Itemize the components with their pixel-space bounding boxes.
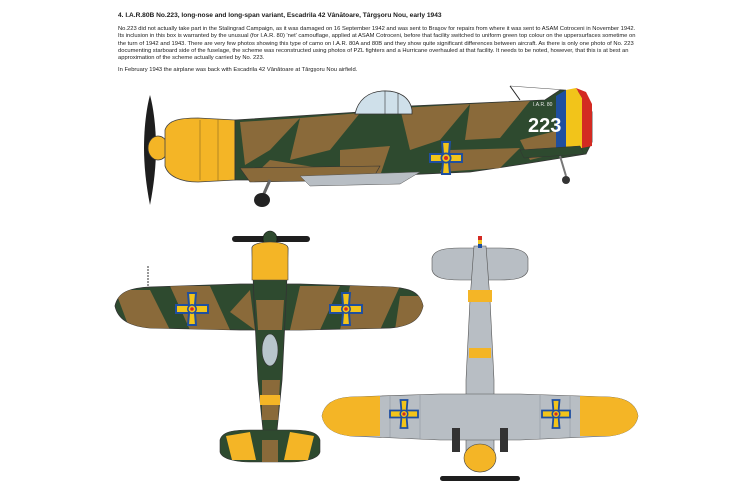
description-paragraph: No.223 did not actually take part in the Stalingrad Campaign, as it was damaged on 16 September 1942 and was sent to Braşov for repairs from where it was sent to ASAM Cotroceni in November 1942. Its inclusion in this box is warranted by the unusual (for I.A.R. 80) 'net' camouflage, applied at ASAM Cotroceni, before that facility switched to uniform green top colour on the uppersurfaces sometime on the turn of 1942 and 1943. There are very few photos showing this type of camo on I.A.R. 80A and 80B and they show quite significant differences between aircraft. As there is only one photo of No. 223 documenting starboard side of the fuselage, the scheme was reconstructed using photos of PZL fighters and a Hurricane overhauled at that facility. It needs to be noted, however, that this is at best an approximation of the scheme actually carried by No. 223. [118, 26, 636, 62]
canopy-side [355, 91, 412, 114]
tail-number-side: 223 [528, 115, 562, 137]
engine-cowling-under [464, 444, 496, 472]
underside-view [322, 236, 638, 481]
history-paragraph: In February 1943 the airplane was back with Escadrila 42 Vânătoare at Târgşoru Nou airfield. [118, 67, 358, 74]
fin-marking: I.A.R. 80 [533, 102, 553, 108]
side-profile [144, 86, 592, 207]
profile-title: 4. I.A.R.80B No.223, long-nose and long-span variant, Escadrila 42 Vânătoare, Târgşoru Nou, early 1943 [118, 12, 442, 19]
canopy-top [262, 334, 278, 366]
propeller-side [144, 95, 168, 205]
rudder-tricolour [556, 88, 592, 151]
